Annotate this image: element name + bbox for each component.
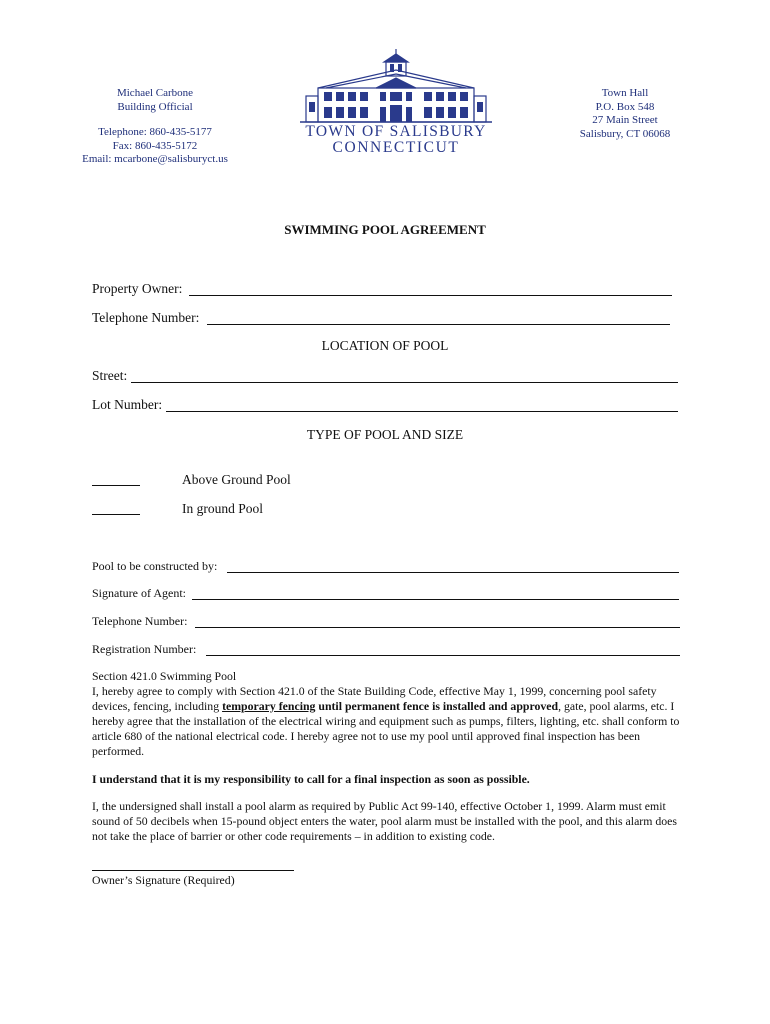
owner-signature-label: Owner’s Signature (Required) — [92, 873, 235, 887]
telephone-number-field[interactable] — [207, 324, 670, 325]
town-hall-building-icon — [296, 48, 496, 124]
above-ground-checkbox-line[interactable] — [92, 485, 140, 486]
official-telephone: Telephone: 860-435-5177 — [98, 126, 212, 138]
type-of-pool-heading: TYPE OF POOL AND SIZE — [306, 427, 464, 442]
location-of-pool-heading: LOCATION OF POOL — [321, 338, 449, 353]
telephone-number-label: Telephone Number: — [92, 310, 200, 325]
above-ground-label: Above Ground Pool — [182, 472, 291, 487]
registration-number-field[interactable] — [206, 655, 680, 656]
code-text-a: I, hereby agree to comply with Section 421.0 of the State Building Code, effective May 1, 1999, concerning pool safety devices, fencing, including — [92, 684, 657, 713]
town-hall-name: Town Hall — [601, 87, 649, 99]
registration-number-label: Registration Number: — [92, 642, 197, 656]
street-label: Street: — [92, 368, 128, 383]
lot-number-field[interactable] — [166, 411, 678, 412]
signature-agent-label: Signature of Agent: — [92, 586, 186, 600]
constructed-by-field[interactable] — [227, 572, 679, 573]
in-ground-checkbox-line[interactable] — [92, 514, 140, 515]
page-title: SWIMMING POOL AGREEMENT — [284, 222, 486, 237]
code-permanent-fence: until permanent fence is installed and approved — [315, 699, 559, 713]
town-logo — [296, 48, 496, 158]
responsibility-statement: I understand that it is my responsibility to call for a final inspection as soon as possible. — [92, 772, 530, 786]
constructed-by-label: Pool to be constructed by: — [92, 559, 218, 573]
in-ground-label: In ground Pool — [182, 501, 263, 516]
town-hall-street: 27 Main Street — [592, 114, 658, 126]
official-name: Michael Carbone — [116, 87, 194, 99]
code-agreement-paragraph — [92, 684, 684, 759]
property-owner-field[interactable] — [189, 295, 672, 296]
code-section-heading: Section 421.0 Swimming Pool — [92, 669, 237, 683]
logo-text-town: TOWN OF SALISBURY — [305, 123, 487, 140]
agent-telephone-label: Telephone Number: — [92, 614, 188, 628]
code-text-b: , gate, pool alarms, etc. I hereby agree that the installation of the electrical wiring and equipment such as pumps, filters, lighting, etc. shall conform to article 680 of the national electrical code. I hereby agree not to use my pool until approved final inspection has been performed. — [92, 699, 680, 758]
logo-text-state: CONNECTICUT — [332, 139, 460, 156]
official-contact — [60, 87, 250, 167]
town-hall-city: Salisbury, CT 06068 — [579, 127, 671, 140]
signature-agent-field[interactable] — [192, 599, 679, 600]
official-title: Building Official — [117, 100, 193, 113]
street-field[interactable] — [131, 382, 678, 383]
official-email: Email: mcarbone@salisburyct.us — [82, 153, 228, 165]
property-owner-label: Property Owner: — [92, 281, 183, 296]
code-temporary-fencing: temporary fencing — [222, 699, 316, 713]
town-hall-address — [560, 87, 690, 141]
official-fax: Fax: 860-435-5172 — [112, 139, 198, 152]
town-hall-po-box: P.O. Box 548 — [595, 100, 655, 113]
lot-number-label: Lot Number: — [92, 397, 163, 412]
agent-telephone-field[interactable] — [195, 627, 680, 628]
owner-signature-field[interactable] — [92, 870, 294, 871]
alarm-paragraph: I, the undersigned shall install a pool alarm as required by Public Act 99-140, effective October 1, 1999. Alarm must emit sound of 50 decibels when 15-pound object enters the water, pool alarm must be installed with the pool, and this alarm does not take the place of barrier or other code requirements – in addition to existing code. — [92, 799, 677, 843]
